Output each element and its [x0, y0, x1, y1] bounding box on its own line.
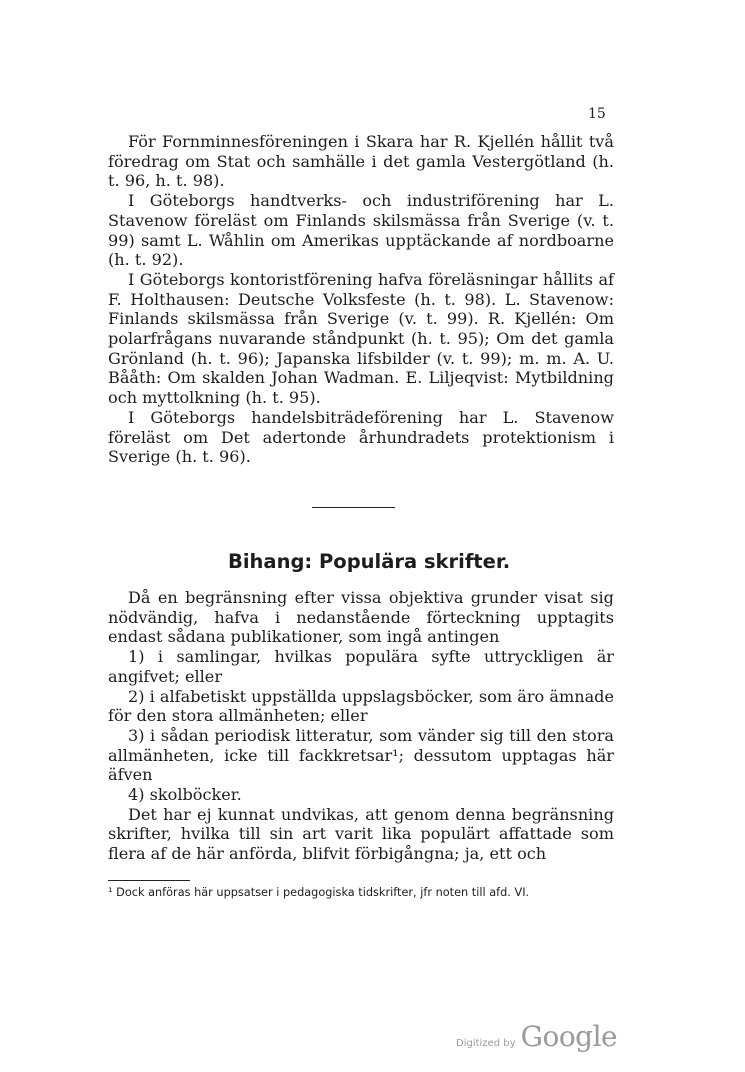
paragraph-skara: För Fornminnesföreningen i Skara har R. Kjellén hållit två föredrag om Stat och samhälle i det gamla Vestergötland (h. t. 96, h. t. 98).: [108, 132, 614, 191]
list-item-2: 2) i alfabetiskt uppställda uppslagsböcker, som äro ämnade för den stora allmänheten; eller: [108, 686, 614, 726]
paragraph-kontorist: I Göteborgs kontoristförening hafva föreläsningar hållits af F. Holthausen: Deutsche Volksfeste (h. t. 98). L. Stavenow: Finlands skilsmässa från Sverige (v. t. 99). R. Kjellén: Om polarfrågans nuvarande ståndpunkt (h. t. 95); Om det gamla Grönland (h. t. 96); Japanska lifsbilder (v. t. 99); m. m. A. U. Bååth: Om skalden Johan Wadman. E. Liljeqvist: Mytbildning och myttolkning (h. t. 95).: [108, 269, 614, 408]
list-item-4: 4) skolböcker.: [128, 785, 242, 805]
paragraph-intro: Då en begränsning efter vissa objektiva grunder visat sig nödvändig, hafva i nedanstående förteckning upptagits endast sådana publikationer, som ingå antingen: [108, 588, 614, 647]
digitized-watermark: [456, 1020, 617, 1053]
section-heading: Bihang: Populära skrifter.: [228, 550, 511, 573]
list-item-1: 1) i samlingar, hvilkas populära syfte uttryckligen är angifvet; eller: [108, 647, 614, 686]
paragraph-closing: Det har ej kunnat undvikas, att genom denna begränsning skrifter, hvilka till sin art varit lika populärt affattade som flera af de här anförda, blifvit förbigångna; ja, ett och: [108, 804, 614, 864]
watermark-prefix: Digitized by: [456, 1038, 516, 1049]
google-logo: Google: [520, 1020, 618, 1053]
list-item-3: 3) i sådan periodisk litteratur, som vänder sig till den stora allmänheten, icke till fackkretsar¹; dessutom upptagas här äfven: [108, 725, 614, 785]
section-lectures: [108, 132, 614, 467]
footnote-rule: [108, 880, 190, 881]
paragraph-handelsbitrade: I Göteborgs handelsbiträdeförening har L. Stavenow föreläst om Det adertonde århundradets protektionism i Sverige (h. t. 96).: [108, 407, 614, 467]
page-number: 15: [588, 106, 606, 122]
section-bihang: [108, 588, 614, 864]
footnote: ¹ Dock anföras här uppsatser i pedagogiska tidskrifter, jfr noten till afd. VI.: [108, 886, 530, 899]
section-divider: [312, 507, 395, 508]
paragraph-handtverks: I Göteborgs handtverks- och industriförening har L. Stavenow föreläst om Finlands skilsmässa från Sverige (v. t. 99) samt L. Wåhlin om Amerikas upptäckande af nordboarne (h. t. 92).: [108, 191, 614, 270]
